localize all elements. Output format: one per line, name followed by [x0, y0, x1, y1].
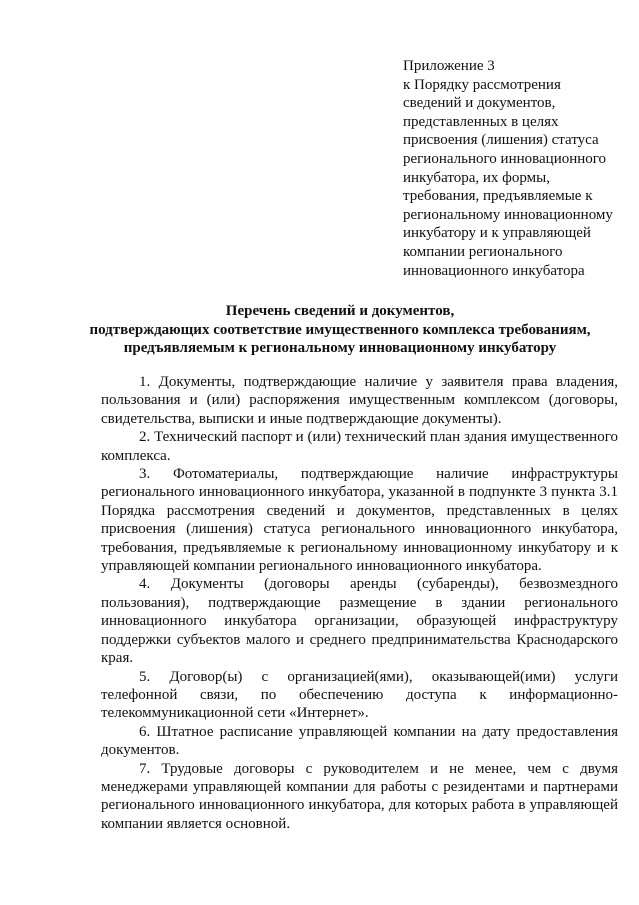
appendix-line: присвоения (лишения) статуса	[403, 132, 599, 149]
appendix-line: требования, предъявляемые к	[403, 188, 593, 205]
appendix-line: инкубатора, их формы,	[403, 169, 550, 186]
list-item: 5. Договор(ы) с организацией(ями), оказывающей(ими) услуги телефонной связи, по обеспечению доступа к информационно-телекоммуникационной сети «Интернет».	[101, 668, 618, 722]
title-line: предъявляемым к региональному инновационному инкубатору	[123, 340, 557, 356]
appendix-line: к Порядку рассмотрения	[403, 76, 561, 93]
appendix-line: сведений и документов,	[403, 95, 556, 112]
list-item: 6. Штатное расписание управляющей компании на дату предоставления документов.	[101, 723, 618, 759]
appendix-line: региональному инновационному	[403, 206, 613, 223]
appendix-line: Приложение 3	[403, 58, 495, 74]
list-item: 7. Трудовые договоры с руководителем и не менее, чем с двумя менеджерами управляющей компании для работы с резидентами и партнерами регионального инновационного инкубатора, для которых работа в управляющей компании является основной.	[101, 760, 618, 832]
list-item: 3. Фотоматериалы, подтверждающие наличие инфраструктуры регионального инновационного инкубатора, указанной в подпункте 3 пункта 3.1 Порядка рассмотрения сведений и документов, представленных в целях присвоения (лишения) статуса регионального инновационного инкубатора, требования, предъявляемые к региональному инновационному инкубатору и к управляющей компании регионального инновационного инкубатора.	[101, 466, 618, 575]
document-title	[60, 302, 620, 358]
appendix-line: инновационного инкубатора	[403, 262, 585, 279]
list-item: 4. Документы (договоры аренды (субаренды), безвозмездного пользования), подтверждающие размещение в здании регионального инновационного инкубатора организации, образующей инфраструктуру поддержки субъектов малого и среднего предпринимательства Краснодарского края.	[101, 576, 618, 667]
appendix-line: инкубатору и к управляющей	[403, 225, 591, 242]
title-line: Перечень сведений и документов,	[225, 303, 455, 319]
list-item: 1. Документы, подтверждающие наличие у заявителя права владения, пользования и (или) распоряжения имущественным комплексом (договоры, свидетельства, выписки и иные подтверждающие документы).	[101, 374, 618, 427]
appendix-header	[403, 57, 628, 280]
title-line: подтверждающих соответствие имущественного комплекса требованиям,	[89, 321, 591, 338]
list-item: 2. Технический паспорт и (или) технический план здания имущественного комплекса.	[101, 429, 618, 464]
document-list	[101, 373, 618, 833]
appendix-line: представленных в целях	[403, 113, 559, 130]
appendix-line: компании регионального	[403, 243, 563, 260]
appendix-line: регионального инновационного	[403, 150, 607, 167]
